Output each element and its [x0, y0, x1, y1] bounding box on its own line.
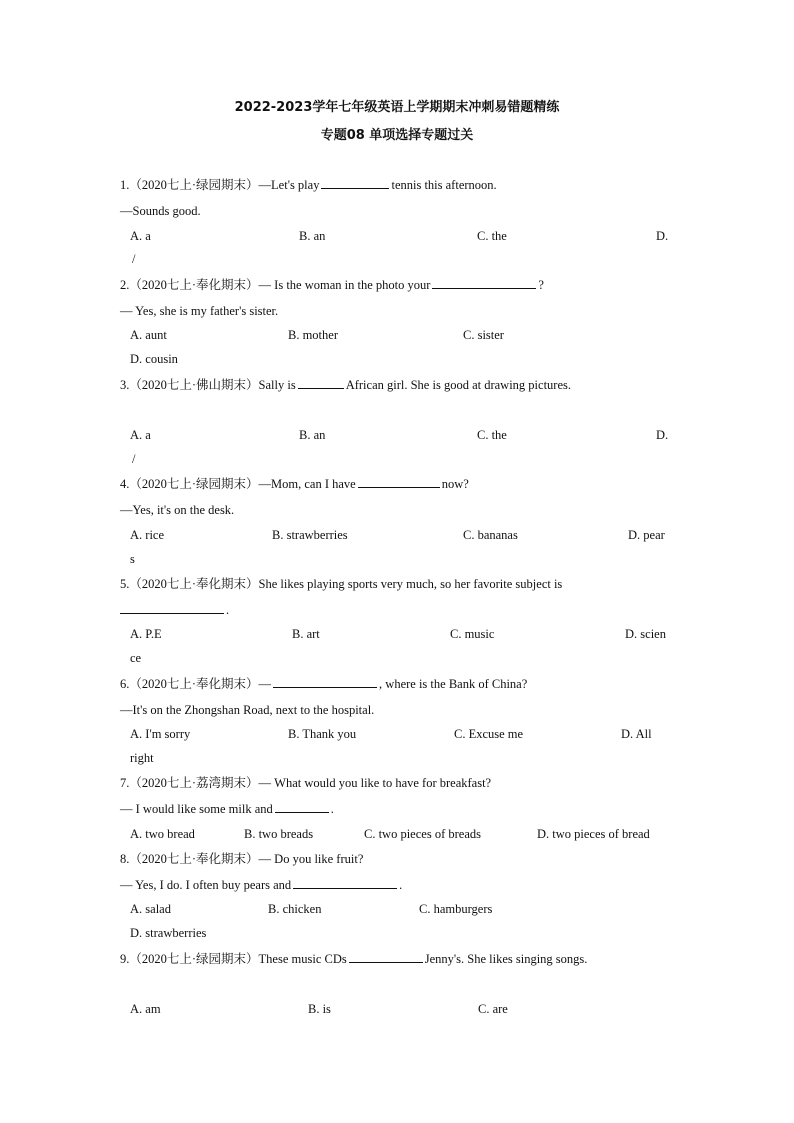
q6-option-c[interactable]: C. Excuse me	[454, 727, 524, 741]
q5-option-d-wrap: ce	[130, 651, 142, 665]
q4-option-b[interactable]: B. strawberries	[272, 528, 348, 542]
answer-blank[interactable]	[358, 476, 440, 488]
q7-option-a[interactable]: A. two bread	[130, 827, 195, 841]
answer-blank[interactable]	[349, 951, 423, 963]
q2-option-d[interactable]: D. cousin	[130, 352, 178, 366]
q1-option-d-wrap: /	[132, 252, 136, 266]
q8-option-c[interactable]: C. hamburgers	[419, 902, 493, 916]
answer-blank[interactable]	[298, 377, 344, 389]
answer-blank[interactable]	[432, 277, 536, 289]
question-8-line-2: — Yes, I do. I often buy pears and .	[120, 878, 403, 892]
question-9-stem: 9.（2020七上·绿园期末）These music CDs Jenny's. She likes singing songs.	[120, 952, 588, 966]
q3-option-d-wrap: /	[132, 452, 136, 466]
q2-option-b[interactable]: B. mother	[288, 328, 338, 342]
document-title: 2022-2023学年七年级英语上学期期末冲刺易错题精练	[234, 100, 560, 115]
q6-option-b[interactable]: B. Thank you	[288, 727, 357, 741]
q4-option-d-wrap: s	[130, 552, 135, 566]
q7-option-d[interactable]: D. two pieces of bread	[537, 827, 650, 841]
question-2-stem: 2.（2020七上·奉化期末）— Is the woman in the photo your ?	[120, 278, 544, 292]
q7-option-b[interactable]: B. two breads	[244, 827, 314, 841]
q8-option-a[interactable]: A. salad	[130, 902, 171, 916]
q1-option-c[interactable]: C. the	[477, 229, 507, 243]
q6-option-d[interactable]: D. All	[621, 727, 652, 741]
q2-option-c[interactable]: C. sister	[463, 328, 504, 342]
q4-option-c[interactable]: C. bananas	[463, 528, 518, 542]
q1-option-b[interactable]: B. an	[299, 229, 326, 243]
question-4-line-2: —Yes, it's on the desk.	[120, 503, 235, 517]
q1-option-a[interactable]: A. a	[130, 229, 151, 243]
q7-option-c[interactable]: C. two pieces of breads	[364, 827, 481, 841]
question-2-line-2: — Yes, she is my father's sister.	[120, 304, 279, 318]
question-5-line-2: .	[120, 602, 229, 618]
q5-option-d[interactable]: D. scien	[625, 627, 666, 641]
q2-option-a[interactable]: A. aunt	[130, 328, 167, 342]
question-7-stem: 7.（2020七上·荔湾期末）— What would you like to have for breakfast?	[120, 776, 492, 790]
answer-blank[interactable]	[120, 602, 224, 614]
question-8-stem: 8.（2020七上·奉化期末）— Do you like fruit?	[120, 852, 364, 866]
question-4-stem: 4.（2020七上·绿园期末）—Mom, can I have now?	[120, 477, 469, 491]
q5-option-a[interactable]: A. P.E	[130, 627, 162, 641]
q5-option-c[interactable]: C. music	[450, 627, 495, 641]
q9-option-b[interactable]: B. is	[308, 1002, 331, 1016]
q4-option-d[interactable]: D. pear	[628, 528, 665, 542]
answer-blank[interactable]	[275, 801, 329, 813]
answer-blank[interactable]	[321, 177, 389, 189]
q1-option-d[interactable]: D.	[656, 229, 669, 243]
q9-option-c[interactable]: C. are	[478, 1002, 508, 1016]
question-1-line-2: —Sounds good.	[120, 204, 201, 218]
q8-option-d[interactable]: D. strawberries	[130, 926, 207, 940]
answer-blank[interactable]	[273, 676, 377, 688]
q4-option-a[interactable]: A. rice	[130, 528, 165, 542]
question-3-stem: 3.（2020七上·佛山期末）Sally is African girl. She is good at drawing pictures.	[120, 378, 571, 392]
q3-option-c[interactable]: C. the	[477, 428, 507, 442]
q3-option-b[interactable]: B. an	[299, 428, 326, 442]
q3-option-a[interactable]: A. a	[130, 428, 151, 442]
q6-option-d-wrap: right	[130, 751, 154, 765]
q3-option-d[interactable]: D.	[656, 428, 669, 442]
question-7-line-2: — I would like some milk and .	[120, 802, 334, 816]
answer-blank[interactable]	[293, 877, 397, 889]
document-subtitle: 专题08 单项选择专题过关	[320, 128, 474, 143]
question-1-stem: 1.（2020七上·绿园期末）—Let's play tennis this afternoon.	[120, 178, 497, 192]
q8-option-b[interactable]: B. chicken	[268, 902, 322, 916]
question-6-line-2: —It's on the Zhongshan Road, next to the hospital.	[120, 703, 375, 717]
q6-option-a[interactable]: A. I'm sorry	[130, 727, 191, 741]
q9-option-a[interactable]: A. am	[130, 1002, 161, 1016]
q5-option-b[interactable]: B. art	[292, 627, 320, 641]
question-6-stem: 6.（2020七上·奉化期末）— , where is the Bank of China?	[120, 677, 528, 691]
question-5-stem: 5.（2020七上·奉化期末）She likes playing sports very much, so her favorite subject is	[120, 577, 563, 591]
